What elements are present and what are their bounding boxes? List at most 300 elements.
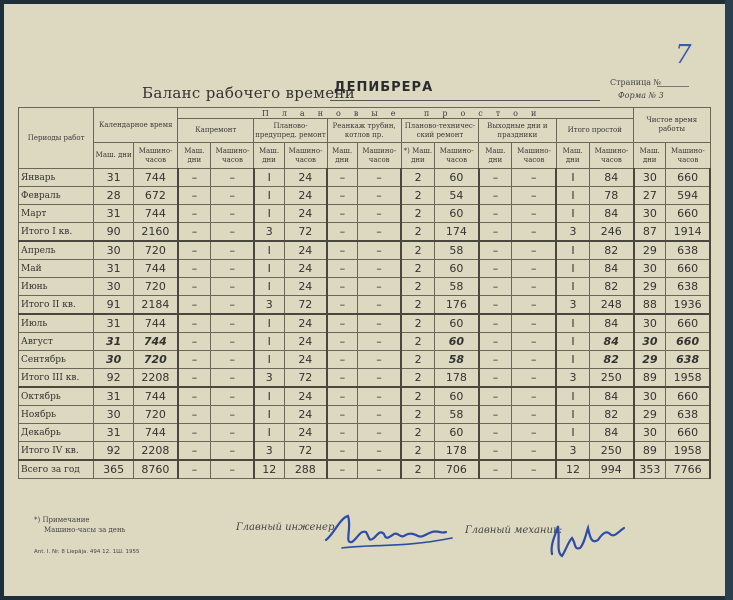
value-cell: I	[254, 205, 284, 223]
value-cell: 89	[634, 369, 666, 388]
value-cell: –	[479, 442, 512, 461]
value-cell: 3	[556, 223, 589, 242]
value-cell: 2160	[134, 223, 178, 242]
value-cell: –	[479, 351, 512, 369]
value-cell: –	[512, 169, 556, 187]
value-cell: 744	[134, 424, 178, 442]
value-cell: –	[178, 460, 211, 479]
value-cell: 2184	[134, 296, 178, 315]
value-cell: I	[254, 241, 284, 260]
value-cell: 29	[634, 406, 666, 424]
form-title: Баланс рабочего времени	[142, 84, 356, 102]
value-cell: 1936	[666, 296, 710, 315]
table-row	[19, 351, 711, 369]
sub-header-hours: Машино-часов	[512, 143, 556, 169]
value-cell: I	[254, 278, 284, 296]
value-cell: 3	[556, 369, 589, 388]
value-cell: –	[211, 314, 254, 333]
value-cell: 78	[589, 187, 633, 205]
value-cell: –	[512, 260, 556, 278]
value-cell: 3	[556, 442, 589, 461]
value-cell: –	[327, 333, 357, 351]
value-cell: –	[211, 387, 254, 406]
planned-downtime-header: Плановые простои	[178, 108, 634, 119]
value-cell: 2	[401, 241, 434, 260]
value-cell: 30	[94, 278, 134, 296]
value-cell: 54	[435, 187, 479, 205]
value-cell: 58	[435, 278, 479, 296]
period-header: Периоды работ	[19, 108, 94, 169]
value-cell: 87	[634, 223, 666, 242]
value-cell: –	[327, 387, 357, 406]
value-cell: –	[357, 260, 401, 278]
value-cell: 720	[134, 406, 178, 424]
value-cell: I	[254, 260, 284, 278]
sub-header-days: Маш. дни	[479, 143, 512, 169]
value-cell: 82	[589, 406, 633, 424]
value-cell: –	[211, 187, 254, 205]
value-cell: –	[178, 314, 211, 333]
value-cell: 353	[634, 460, 666, 479]
value-cell: –	[512, 369, 556, 388]
value-cell: 638	[666, 406, 710, 424]
value-cell: –	[211, 169, 254, 187]
value-cell: I	[556, 260, 589, 278]
value-cell: 2	[401, 406, 434, 424]
table-row	[19, 460, 711, 479]
value-cell: 84	[589, 260, 633, 278]
value-cell: 72	[284, 223, 327, 242]
value-cell: 84	[589, 333, 633, 351]
value-cell: –	[357, 205, 401, 223]
value-cell: 178	[435, 442, 479, 461]
value-cell: 744	[134, 205, 178, 223]
value-cell: –	[479, 387, 512, 406]
sub-header-hours: Машино-часов	[435, 143, 479, 169]
sub-header-days: Маш. дни	[94, 143, 134, 169]
value-cell: –	[211, 442, 254, 461]
value-cell: 2	[401, 369, 434, 388]
value-cell: I	[254, 387, 284, 406]
value-cell: 29	[634, 241, 666, 260]
value-cell: –	[479, 260, 512, 278]
value-cell: –	[327, 260, 357, 278]
value-cell: 24	[284, 187, 327, 205]
value-cell: –	[357, 278, 401, 296]
value-cell: –	[178, 296, 211, 315]
table-row	[19, 387, 711, 406]
value-cell: –	[178, 260, 211, 278]
value-cell: 24	[284, 241, 327, 260]
value-cell: –	[211, 278, 254, 296]
group-header: Капремонт	[178, 119, 254, 143]
value-cell: 24	[284, 333, 327, 351]
table-row	[19, 369, 711, 388]
period-cell: Итого III кв.	[19, 369, 94, 388]
period-cell: Итого II кв.	[19, 296, 94, 315]
value-cell: 744	[134, 333, 178, 351]
value-cell: 84	[589, 205, 633, 223]
value-cell: 84	[589, 424, 633, 442]
value-cell: 24	[284, 314, 327, 333]
value-cell: –	[479, 205, 512, 223]
value-cell: 660	[666, 169, 710, 187]
value-cell: –	[512, 333, 556, 351]
value-cell: I	[254, 406, 284, 424]
value-cell: –	[357, 460, 401, 479]
value-cell: 24	[284, 387, 327, 406]
table-row	[19, 241, 711, 260]
period-cell: Итого IV кв.	[19, 442, 94, 461]
sub-header-hours: Машино-часов	[134, 143, 178, 169]
period-cell: Январь	[19, 169, 94, 187]
value-cell: 2	[401, 351, 434, 369]
period-cell: Октябрь	[19, 387, 94, 406]
header-row-3	[19, 143, 711, 169]
value-cell: 12	[556, 460, 589, 479]
value-cell: –	[211, 205, 254, 223]
value-cell: 706	[435, 460, 479, 479]
value-cell: –	[327, 460, 357, 479]
value-cell: –	[357, 333, 401, 351]
value-cell: 7766	[666, 460, 710, 479]
sub-header-hours: Машино-часов	[589, 143, 633, 169]
value-cell: –	[512, 406, 556, 424]
value-cell: 82	[589, 241, 633, 260]
value-cell: 246	[589, 223, 633, 242]
sub-header-hours: Машино-часов	[666, 143, 710, 169]
value-cell: 60	[435, 333, 479, 351]
value-cell: I	[556, 187, 589, 205]
value-cell: –	[512, 442, 556, 461]
value-cell: 84	[589, 387, 633, 406]
chief-mechanic-signature	[544, 504, 634, 564]
table-body	[19, 169, 711, 479]
value-cell: I	[556, 314, 589, 333]
value-cell: –	[211, 369, 254, 388]
value-cell: 30	[94, 406, 134, 424]
sub-header-days: Маш. дни	[327, 143, 357, 169]
work-time-balance-table	[18, 107, 711, 479]
value-cell: 24	[284, 260, 327, 278]
value-cell: –	[178, 241, 211, 260]
value-cell: 3	[556, 296, 589, 315]
print-info: Ant. I. Nr. 8 Liepāja. 494 12. 1Ш. 1955	[34, 549, 140, 555]
value-cell: 2	[401, 187, 434, 205]
value-cell: I	[556, 424, 589, 442]
value-cell: –	[211, 333, 254, 351]
sub-header-hours: Машино-часов	[357, 143, 401, 169]
value-cell: 288	[284, 460, 327, 479]
value-cell: –	[178, 333, 211, 351]
value-cell: 176	[435, 296, 479, 315]
value-cell: 3	[254, 223, 284, 242]
value-cell: 60	[435, 424, 479, 442]
value-cell: 88	[634, 296, 666, 315]
value-cell: 92	[94, 442, 134, 461]
value-cell: 3	[254, 369, 284, 388]
value-cell: 30	[94, 351, 134, 369]
value-cell: 30	[634, 333, 666, 351]
value-cell: 84	[589, 169, 633, 187]
period-cell: Февраль	[19, 187, 94, 205]
form-number-label: Форма № 3	[618, 91, 664, 100]
period-cell: Август	[19, 333, 94, 351]
value-cell: 72	[284, 442, 327, 461]
value-cell: 2	[401, 260, 434, 278]
value-cell: 2208	[134, 442, 178, 461]
value-cell: I	[254, 187, 284, 205]
value-cell: 24	[284, 351, 327, 369]
title-underline	[330, 100, 600, 101]
value-cell: –	[512, 278, 556, 296]
value-cell: –	[178, 351, 211, 369]
group-header: Реанкаж трубин, котлов пр.	[327, 119, 401, 143]
header-row-1	[19, 108, 711, 119]
value-cell: –	[479, 278, 512, 296]
value-cell: –	[479, 241, 512, 260]
value-cell: 92	[94, 369, 134, 388]
period-cell: Итого I кв.	[19, 223, 94, 242]
value-cell: 28	[94, 187, 134, 205]
value-cell: I	[556, 333, 589, 351]
value-cell: 365	[94, 460, 134, 479]
value-cell: –	[211, 424, 254, 442]
value-cell: 660	[666, 333, 710, 351]
period-cell: Апрель	[19, 241, 94, 260]
group-header: Планово-предупред. ремонт	[254, 119, 327, 143]
period-cell: Июнь	[19, 278, 94, 296]
value-cell: 31	[94, 333, 134, 351]
table-row	[19, 296, 711, 315]
value-cell: 24	[284, 424, 327, 442]
page-label: Страница №	[610, 78, 662, 87]
value-cell: –	[357, 424, 401, 442]
page-number-line	[657, 86, 689, 87]
period-cell: Июль	[19, 314, 94, 333]
value-cell: 660	[666, 314, 710, 333]
table-row	[19, 442, 711, 461]
value-cell: 12	[254, 460, 284, 479]
value-cell: –	[327, 205, 357, 223]
value-cell: 174	[435, 223, 479, 242]
value-cell: –	[178, 223, 211, 242]
sub-header-days: Маш. дни	[254, 143, 284, 169]
value-cell: –	[178, 369, 211, 388]
value-cell: 638	[666, 241, 710, 260]
table-row	[19, 278, 711, 296]
value-cell: I	[254, 169, 284, 187]
value-cell: –	[479, 296, 512, 315]
value-cell: I	[556, 241, 589, 260]
value-cell: 60	[435, 314, 479, 333]
value-cell: 58	[435, 241, 479, 260]
value-cell: 60	[435, 205, 479, 223]
value-cell: –	[327, 351, 357, 369]
value-cell: I	[556, 278, 589, 296]
value-cell: 660	[666, 205, 710, 223]
value-cell: 30	[94, 241, 134, 260]
value-cell: –	[479, 187, 512, 205]
value-cell: –	[327, 442, 357, 461]
value-cell: –	[512, 460, 556, 479]
value-cell: –	[211, 223, 254, 242]
value-cell: 31	[94, 314, 134, 333]
value-cell: –	[479, 406, 512, 424]
chief-mechanic-label: Главный механик:	[465, 525, 563, 536]
table-row	[19, 187, 711, 205]
value-cell: 31	[94, 260, 134, 278]
value-cell: –	[211, 460, 254, 479]
value-cell: –	[512, 314, 556, 333]
value-cell: 82	[589, 351, 633, 369]
value-cell: –	[211, 241, 254, 260]
value-cell: 60	[435, 260, 479, 278]
sub-header-days-star: *) Маш. дни	[401, 143, 434, 169]
group-header: Итого простой	[556, 119, 633, 143]
value-cell: –	[357, 351, 401, 369]
value-cell: 744	[134, 169, 178, 187]
period-cell: Март	[19, 205, 94, 223]
handwritten-page-number: 7	[675, 40, 692, 70]
value-cell: –	[512, 424, 556, 442]
value-cell: –	[357, 296, 401, 315]
value-cell: –	[479, 460, 512, 479]
title-fill-in: ДЕПИБРЕРА	[334, 80, 434, 95]
value-cell: –	[357, 223, 401, 242]
value-cell: 3	[254, 296, 284, 315]
value-cell: 744	[134, 260, 178, 278]
period-cell: Ноябрь	[19, 406, 94, 424]
value-cell: 82	[589, 278, 633, 296]
value-cell: I	[556, 406, 589, 424]
value-cell: 638	[666, 351, 710, 369]
value-cell: 1958	[666, 369, 710, 388]
value-cell: 250	[589, 369, 633, 388]
value-cell: –	[178, 187, 211, 205]
form-sheet	[4, 4, 726, 596]
value-cell: 31	[94, 169, 134, 187]
note-text: Машино-часы за день	[44, 526, 126, 534]
value-cell: –	[327, 296, 357, 315]
value-cell: –	[357, 169, 401, 187]
value-cell: –	[211, 406, 254, 424]
period-cell: Сентябрь	[19, 351, 94, 369]
table-row	[19, 223, 711, 242]
net-time-header: Чистое время работы	[634, 108, 710, 143]
value-cell: 84	[589, 314, 633, 333]
value-cell: 8760	[134, 460, 178, 479]
value-cell: –	[211, 260, 254, 278]
value-cell: –	[178, 278, 211, 296]
value-cell: 2	[401, 424, 434, 442]
value-cell: 660	[666, 387, 710, 406]
value-cell: 30	[634, 260, 666, 278]
note-title: *) Примечание	[34, 516, 90, 524]
value-cell: 91	[94, 296, 134, 315]
value-cell: –	[479, 314, 512, 333]
value-cell: 672	[134, 187, 178, 205]
value-cell: –	[357, 241, 401, 260]
value-cell: –	[211, 351, 254, 369]
value-cell: 31	[94, 205, 134, 223]
value-cell: 24	[284, 169, 327, 187]
value-cell: I	[556, 169, 589, 187]
value-cell: –	[479, 223, 512, 242]
value-cell: –	[327, 369, 357, 388]
table-row	[19, 314, 711, 333]
value-cell: 24	[284, 406, 327, 424]
value-cell: 30	[634, 169, 666, 187]
period-cell: Всего за год	[19, 460, 94, 479]
value-cell: 30	[634, 387, 666, 406]
table-row	[19, 406, 711, 424]
value-cell: 30	[634, 424, 666, 442]
value-cell: –	[178, 205, 211, 223]
value-cell: 2	[401, 205, 434, 223]
value-cell: 2	[401, 387, 434, 406]
value-cell: 3	[254, 442, 284, 461]
value-cell: 2	[401, 296, 434, 315]
period-cell: Декабрь	[19, 424, 94, 442]
chief-engineer-label: Главный инженер:	[236, 522, 338, 533]
value-cell: 594	[666, 187, 710, 205]
value-cell: –	[357, 369, 401, 388]
value-cell: –	[479, 424, 512, 442]
value-cell: 31	[94, 387, 134, 406]
value-cell: –	[479, 369, 512, 388]
binder-edge	[725, 0, 733, 600]
value-cell: 58	[435, 351, 479, 369]
value-cell: I	[556, 351, 589, 369]
value-cell: 60	[435, 387, 479, 406]
value-cell: I	[556, 387, 589, 406]
value-cell: 60	[435, 169, 479, 187]
value-cell: 1958	[666, 442, 710, 461]
value-cell: 2	[401, 314, 434, 333]
table-row	[19, 424, 711, 442]
value-cell: –	[512, 241, 556, 260]
value-cell: 1914	[666, 223, 710, 242]
value-cell: –	[327, 187, 357, 205]
value-cell: 72	[284, 296, 327, 315]
value-cell: 24	[284, 205, 327, 223]
sub-header-days: Маш. дни	[556, 143, 589, 169]
value-cell: 2	[401, 333, 434, 351]
value-cell: 660	[666, 424, 710, 442]
value-cell: –	[512, 296, 556, 315]
value-cell: 2	[401, 460, 434, 479]
value-cell: I	[254, 351, 284, 369]
value-cell: 2	[401, 278, 434, 296]
value-cell: –	[178, 442, 211, 461]
sub-header-hours: Машино-часов	[284, 143, 327, 169]
value-cell: 27	[634, 187, 666, 205]
value-cell: 720	[134, 241, 178, 260]
value-cell: 720	[134, 351, 178, 369]
value-cell: –	[327, 241, 357, 260]
value-cell: –	[479, 333, 512, 351]
value-cell: –	[178, 406, 211, 424]
value-cell: 29	[634, 351, 666, 369]
value-cell: 31	[94, 424, 134, 442]
value-cell: –	[178, 387, 211, 406]
group-header: Выходные дни и праздники	[479, 119, 556, 143]
table-row	[19, 205, 711, 223]
value-cell: –	[357, 187, 401, 205]
value-cell: –	[512, 205, 556, 223]
value-cell: 638	[666, 278, 710, 296]
